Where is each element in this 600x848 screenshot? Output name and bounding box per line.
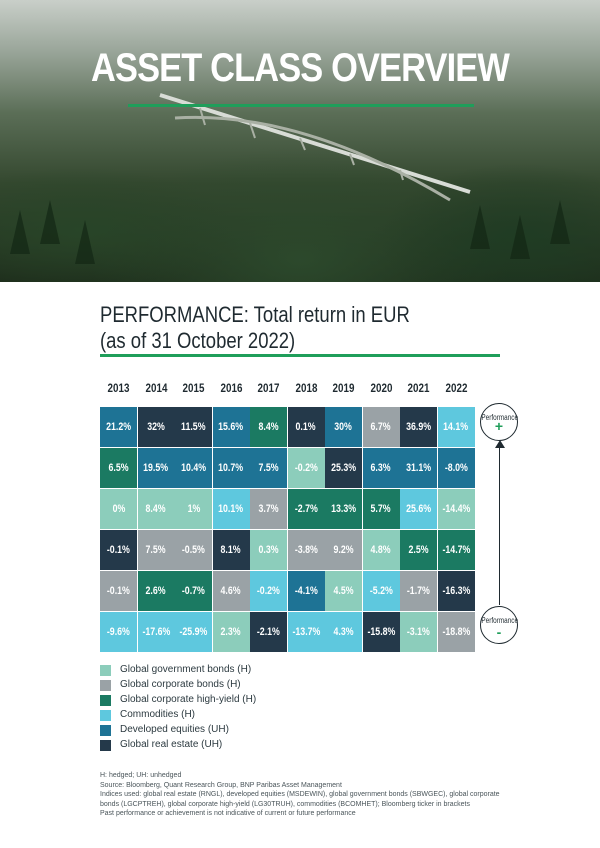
return-cell xyxy=(138,448,175,488)
return-value: 31.1% xyxy=(406,462,431,474)
return-value: -1.7% xyxy=(407,585,430,597)
year-label: 2020 xyxy=(370,381,392,395)
performance-title-line1: PERFORMANCE: Total return in EUR xyxy=(100,302,410,327)
return-cell xyxy=(213,571,250,611)
return-value: -25.9% xyxy=(179,626,208,638)
legend-label: Global real estate (UH) xyxy=(120,739,223,750)
return-cell xyxy=(363,407,400,447)
return-value: 2.5% xyxy=(408,544,429,556)
performance-label: Performance xyxy=(481,616,519,625)
return-value: 0% xyxy=(112,503,125,515)
return-value: 10.7% xyxy=(218,462,244,474)
return-cell xyxy=(400,448,437,488)
performance-underline xyxy=(100,354,500,357)
legend-label: Developed equities (UH) xyxy=(120,724,229,735)
year-label: 2022 xyxy=(445,381,467,395)
return-cell xyxy=(213,407,250,447)
year-label: 2018 xyxy=(295,381,317,395)
return-value: -8.0% xyxy=(444,462,468,474)
return-cell xyxy=(325,448,362,488)
year-label: 2013 xyxy=(107,381,130,395)
return-value: 9.2% xyxy=(333,544,354,556)
return-cell xyxy=(288,571,325,611)
return-cell xyxy=(400,489,437,529)
return-value: -0.2% xyxy=(294,462,318,474)
return-cell xyxy=(438,407,475,447)
return-value: 6.5% xyxy=(108,462,129,474)
return-value: -0.5% xyxy=(182,544,205,556)
return-value: -0.7% xyxy=(182,585,205,597)
return-value: 25.3% xyxy=(331,462,356,474)
return-value: -4.1% xyxy=(294,585,318,597)
return-cell xyxy=(325,530,362,570)
return-value: 3.7% xyxy=(258,503,279,515)
legend-swatch xyxy=(100,695,111,706)
return-value: 14.1% xyxy=(443,421,469,433)
return-value: 13.3% xyxy=(331,503,356,515)
return-cell xyxy=(213,489,250,529)
return-value: 21.2% xyxy=(106,421,131,433)
return-value: 1% xyxy=(187,503,200,515)
return-cell xyxy=(438,448,475,488)
return-cell xyxy=(438,571,475,611)
return-cell xyxy=(288,407,325,447)
return-cell xyxy=(175,489,212,529)
footnote-indices: Indices used: global real estate (RNGL), developed equities (MSDEWIN), global government bonds (SBWGEC), global corporate bonds (LGCPTREH), global corporate high-yield (LG30TRUH), commodities (BCOMHET); Bloomberg ticker in brackets xyxy=(100,791,500,808)
return-cell xyxy=(213,448,250,488)
return-value: 2.6% xyxy=(145,585,167,597)
return-cell xyxy=(213,530,250,570)
return-cell xyxy=(400,571,437,611)
legend-item xyxy=(100,695,400,709)
legend-label: Global government bonds (H) xyxy=(120,664,252,675)
return-cell xyxy=(363,571,400,611)
return-value: 5.7% xyxy=(370,503,392,515)
return-cell xyxy=(363,612,400,652)
return-cell xyxy=(138,407,175,447)
return-value: -18.8% xyxy=(442,626,470,638)
return-cell xyxy=(438,489,475,529)
return-cell xyxy=(288,530,325,570)
return-cell xyxy=(250,612,287,652)
return-value: 10.1% xyxy=(218,503,244,515)
performance-title xyxy=(100,302,453,354)
return-cell xyxy=(363,448,400,488)
return-value: 19.5% xyxy=(143,462,169,474)
legend-item xyxy=(100,665,400,679)
return-value: 11.5% xyxy=(181,421,206,433)
return-value: 10.4% xyxy=(181,462,206,474)
return-value: 4.8% xyxy=(370,544,392,556)
footnotes xyxy=(100,771,500,819)
return-value: 32% xyxy=(147,421,165,433)
year-label: 2019 xyxy=(332,381,355,395)
return-cell xyxy=(138,489,175,529)
return-cell xyxy=(325,571,362,611)
return-cell xyxy=(250,407,287,447)
legend-label: Global corporate bonds (H) xyxy=(120,679,241,690)
return-cell xyxy=(438,530,475,570)
return-value: 8.1% xyxy=(220,544,242,556)
return-value: -13.7% xyxy=(292,626,320,638)
return-value: -2.1% xyxy=(257,626,280,638)
title-underline xyxy=(128,104,474,107)
return-value: -0.1% xyxy=(107,544,130,556)
return-value: 30% xyxy=(334,421,353,433)
return-cell xyxy=(138,530,175,570)
return-cell xyxy=(100,489,137,529)
legend-swatch xyxy=(100,710,111,721)
return-value: -16.3% xyxy=(442,585,470,597)
legend-item xyxy=(100,725,400,739)
legend-label: Commodities (H) xyxy=(120,709,196,720)
return-value: 4.6% xyxy=(220,585,242,597)
return-value: 36.9% xyxy=(406,421,431,433)
return-cell xyxy=(438,612,475,652)
return-cell xyxy=(288,489,325,529)
legend-swatch xyxy=(100,680,111,691)
return-cell xyxy=(363,530,400,570)
return-cell xyxy=(100,530,137,570)
return-value: 25.6% xyxy=(406,503,431,515)
return-value: -9.6% xyxy=(107,626,130,638)
return-value: -14.4% xyxy=(442,503,470,515)
legend-swatch xyxy=(100,665,111,676)
legend-item xyxy=(100,680,400,694)
return-value: -0.1% xyxy=(107,585,130,597)
return-cell xyxy=(250,489,287,529)
hero-photo xyxy=(0,0,600,282)
page-title: ASSET CLASS OVERVIEW xyxy=(91,46,509,90)
return-cell xyxy=(175,571,212,611)
footnote-source: Source: Bloomberg, Quant Research Group, BNP Paribas Asset Management xyxy=(100,781,342,789)
return-value: 0.1% xyxy=(295,421,317,433)
return-value: 6.7% xyxy=(370,421,392,433)
minus-icon: - xyxy=(496,624,502,640)
legend-item xyxy=(100,740,400,754)
performance-axis xyxy=(499,445,500,605)
return-cell xyxy=(100,448,137,488)
return-value: 8.4% xyxy=(145,503,167,515)
year-label: 2016 xyxy=(220,381,242,395)
year-header xyxy=(100,381,475,395)
return-cell xyxy=(100,571,137,611)
return-cell xyxy=(400,407,437,447)
return-value: 7.5% xyxy=(145,544,167,556)
return-cell xyxy=(363,489,400,529)
return-cell xyxy=(175,448,212,488)
return-value: -3.1% xyxy=(407,626,430,638)
year-label: 2021 xyxy=(407,381,430,395)
return-cell xyxy=(400,612,437,652)
performance-high-indicator xyxy=(480,403,518,441)
legend-swatch xyxy=(100,740,111,751)
return-cell xyxy=(288,448,325,488)
return-value: 0.3% xyxy=(258,544,279,556)
return-cell xyxy=(100,407,137,447)
return-value: 2.3% xyxy=(220,626,242,638)
return-value: -5.2% xyxy=(369,585,393,597)
return-value: -17.6% xyxy=(142,626,170,638)
footnote-disclaimer: Past performance or achievement is not indicative of current or future performance xyxy=(100,810,356,817)
return-cell xyxy=(175,407,212,447)
return-value: -3.8% xyxy=(294,544,318,556)
year-label: 2014 xyxy=(145,381,167,395)
return-cell xyxy=(138,612,175,652)
return-cell xyxy=(288,612,325,652)
return-value: -0.2% xyxy=(257,585,280,597)
return-value: 6.3% xyxy=(370,462,392,474)
return-cell xyxy=(250,448,287,488)
return-cell xyxy=(138,571,175,611)
return-value: 4.3% xyxy=(333,626,354,638)
legend-item xyxy=(100,710,400,724)
performance-title-line2: (as of 31 October 2022) xyxy=(100,328,296,353)
return-cell xyxy=(250,571,287,611)
year-label: 2015 xyxy=(182,381,205,395)
return-value: 7.5% xyxy=(258,462,279,474)
bridge-illustration xyxy=(0,0,600,282)
return-cell xyxy=(100,612,137,652)
return-value: 4.5% xyxy=(333,585,354,597)
return-value: -15.8% xyxy=(367,626,395,638)
return-value: -14.7% xyxy=(442,544,470,556)
return-cell xyxy=(325,407,362,447)
return-cell xyxy=(325,612,362,652)
return-value: -2.7% xyxy=(294,503,318,515)
return-cell xyxy=(213,612,250,652)
year-label: 2017 xyxy=(257,381,280,395)
legend-label: Global corporate high-yield (H) xyxy=(120,694,257,705)
return-cell xyxy=(325,489,362,529)
arrow-up-icon xyxy=(495,440,505,448)
return-cell xyxy=(175,530,212,570)
return-cell xyxy=(250,530,287,570)
legend-swatch xyxy=(100,725,111,736)
return-value: 8.4% xyxy=(258,421,279,433)
performance-low-indicator xyxy=(480,606,518,644)
return-cell xyxy=(400,530,437,570)
plus-icon: + xyxy=(494,418,504,434)
returns-table xyxy=(100,407,475,652)
footnote-hedged: H: hedged; UH: unhedged xyxy=(100,772,182,779)
performance-label: Performance xyxy=(481,413,519,422)
return-cell xyxy=(175,612,212,652)
return-value: 15.6% xyxy=(218,421,244,433)
